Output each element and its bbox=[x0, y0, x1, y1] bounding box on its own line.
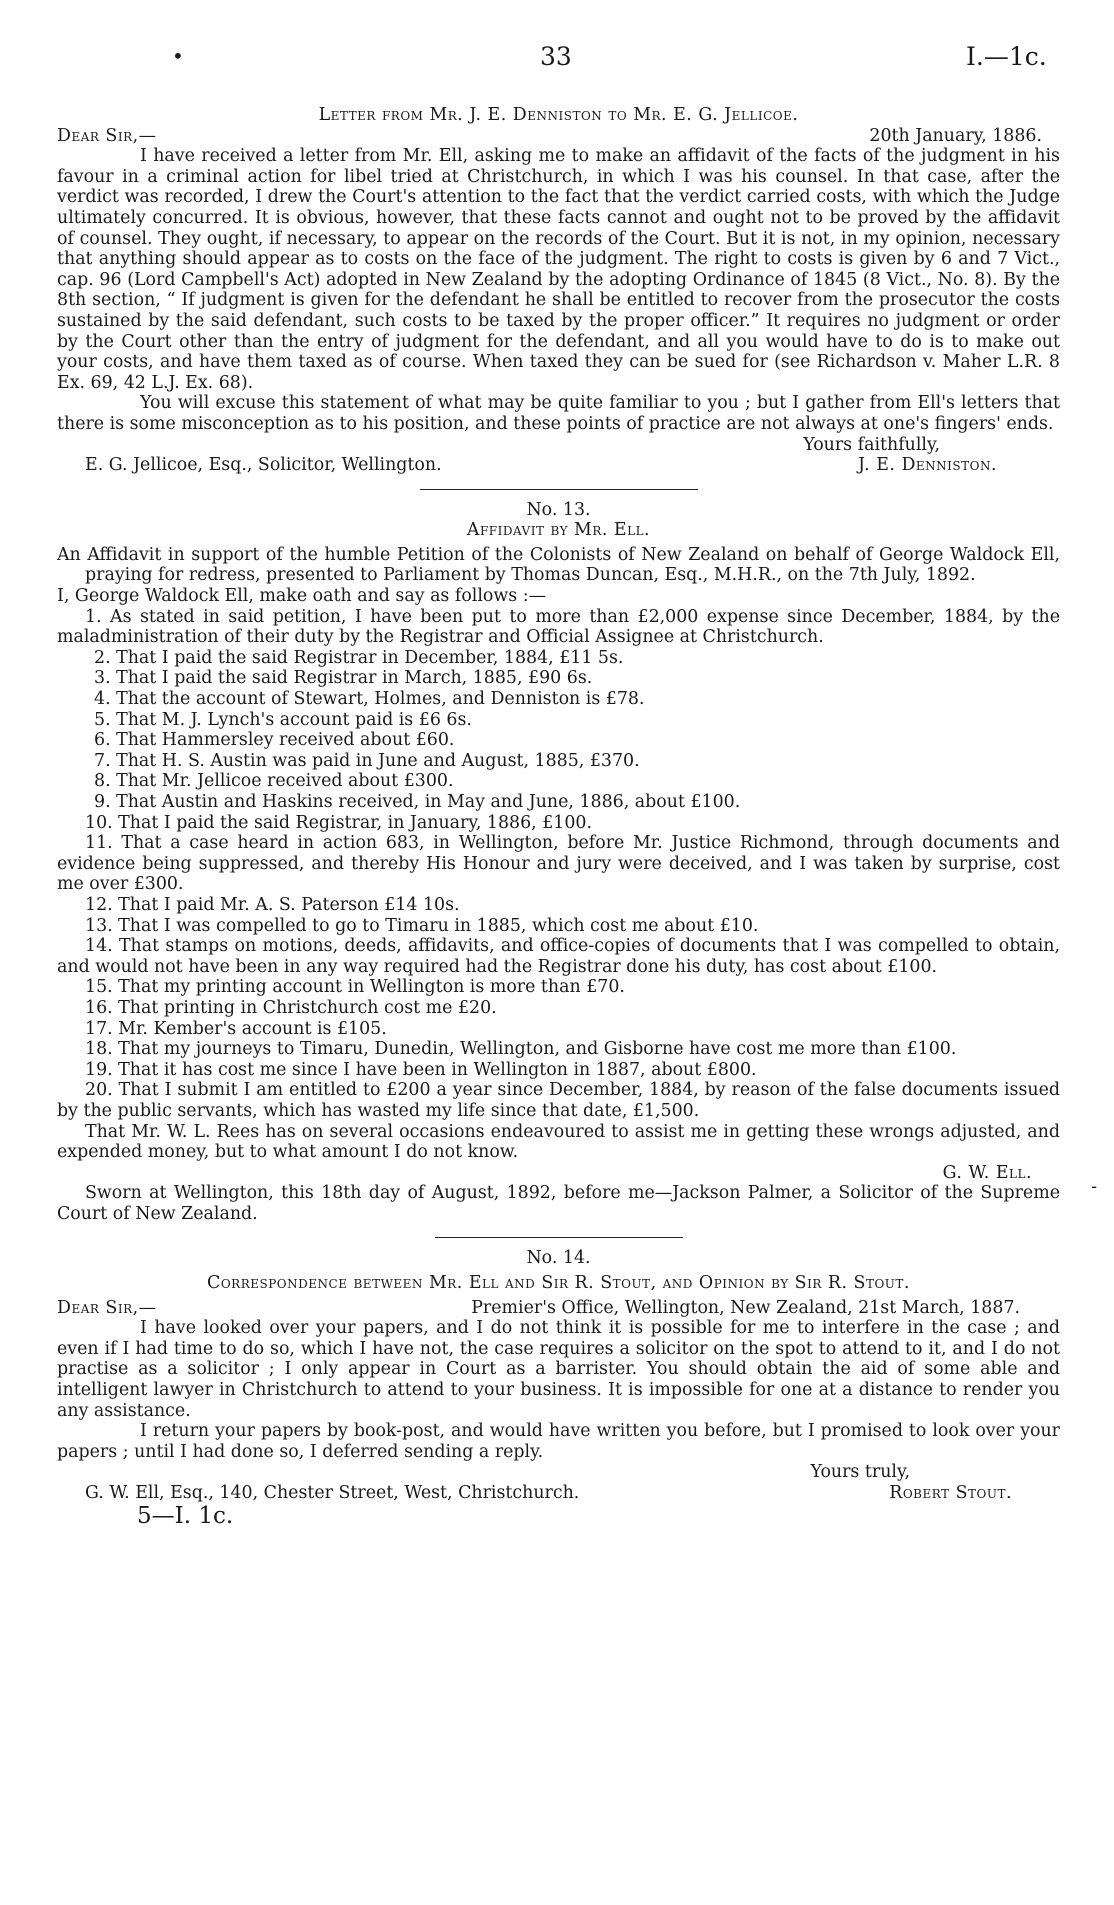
section14-salutation-row bbox=[57, 1298, 1060, 1319]
affidavit-item: 12. That I paid Mr. A. S. Paterson £14 10s. bbox=[85, 894, 460, 915]
affidavit-item: That Mr. W. L. Rees has on several occasions endeavoured to assist me in getting these wrongs adjusted, and expended money, but to what amount I do not know. bbox=[57, 1121, 1060, 1163]
header-dot: • bbox=[172, 44, 184, 68]
section14-signature: Robert Stout. bbox=[889, 1483, 1012, 1503]
section14-addressee: G. W. Ell, Esq., 140, Chester Street, West, Christchurch. bbox=[85, 1483, 580, 1503]
section14-closing: Yours truly, bbox=[810, 1462, 910, 1483]
section14-dateline: Premier's Office, Wellington, New Zealand, 21st March, 1887. bbox=[471, 1297, 1020, 1318]
affidavit-item: 9. That Austin and Haskins received, in May and June, 1886, about £100. bbox=[94, 792, 741, 812]
letter1-closing: Yours faithfully, bbox=[803, 434, 940, 455]
footer-signature-mark: 5—I. 1c. bbox=[137, 1502, 234, 1529]
letter1-paragraph: I have received a letter from Mr. Ell, asking me to make an affidavit of the facts of the judgment in his favour in a criminal action for libel tried at Christchurch, in which I was his counsel. In that case, after the verdict was recorded, I drew the Court's attention to the fact that the verdict carried costs, with which the Judge ultimately concurred. It is obvious, however, that these facts cannot and ought not to be proved by the affidavit of counsel. They ought, if necessary, to appear on the records of the Court. But it is not, in my opinion, necessary that anything should appear as to costs on the face of the judgment. The right to costs is given by 6 and 7 Vict., cap. 96 (Lord Campbell's Act) adopted in New Zealand by the adopting Ordinance of 1845 (8 Vict., No. 8). By the 8th section, “ If judgment is given for the defendant he shall be entitled to recover from the prosecutor the costs sustained by the said defendant, such costs to be taxed by the proper officer.” It requires no judgment or order by the Court other than the entry of judgment for the defendant, and all you would have to do is to make out your costs, and have them taxed as of course. When taxed they can be sued for (see Richardson v. Maher L.R. 8 Ex. 69, 42 L.J. Ex. 68). bbox=[57, 146, 1060, 393]
page-number: 33 bbox=[540, 42, 572, 71]
letter1-addressee: E. G. Jellicoe, Esq., Solicitor, Wellington. bbox=[85, 455, 442, 476]
letter1-salutation: Dear Sir,— bbox=[57, 125, 157, 146]
affidavit-item: 4. That the account of Stewart, Holmes, and Denniston is £78. bbox=[94, 689, 645, 710]
letter1-paragraph: You will excuse this statement of what may be quite familiar to you ; but I gather from Ell's letters that there is some misconception as to his position, and these points of practice are not always at one's fingers' ends. bbox=[57, 393, 1060, 434]
section13-intro: An Affidavit in support of the humble Petition of the Colonists of New Zealand on behalf of George Waldock Ell, praying for redress, presented to Parliament by Thomas Duncan, Esq., M.H.R., on the 7th July, 1892. bbox=[57, 544, 1060, 586]
affidavit-item: 3. That I paid the said Registrar in March, 1885, £90 6s. bbox=[94, 668, 593, 689]
affidavit-item: 2. That I paid the said Registrar in December, 1884, £11 5s. bbox=[94, 647, 624, 668]
letter1-salutation-row bbox=[57, 126, 1060, 147]
section13-title: Affidavit by Mr. Ell. bbox=[466, 520, 651, 541]
letter1-signature: J. E. Denniston. bbox=[858, 455, 997, 476]
letter1-title: Letter from Mr. J. E. Denniston to Mr. E. G. Jellicoe. bbox=[318, 105, 799, 125]
affidavit-item: 20. That I submit I am entitled to £200 a year since December, 1884, by reason of the false documents issued by the public servants, which has wasted my life since that date, £1,500. bbox=[57, 1080, 1060, 1121]
affidavit-item: 13. That I was compelled to go to Timaru in 1885, which cost me about £10. bbox=[85, 915, 759, 936]
section14-number: No. 14. bbox=[526, 1248, 591, 1269]
section14-salutation: Dear Sir,— bbox=[57, 1297, 157, 1318]
section14-title: Correspondence between Mr. Ell and Sir R. Stout, and Opinion by Sir R. Stout. bbox=[207, 1273, 910, 1294]
affidavit-item: 5. That M. J. Lynch's account paid is £6 6s. bbox=[94, 709, 472, 730]
affidavit-item: 17. Mr. Kember's account is £105. bbox=[85, 1018, 387, 1039]
margin-mark: - bbox=[1091, 1176, 1098, 1197]
affidavit-item: 7. That H. S. Austin was paid in June and August, 1885, £370. bbox=[94, 750, 640, 771]
section14-paragraph: I return your papers by book-post, and would have written you before, but I promised to look over your papers ; until I had done so, I deferred sending a reply. bbox=[57, 1421, 1060, 1462]
section14-paragraph: I have looked over your papers, and I do not think it is possible for me to interfere in the case ; and even if I had time to do so, which I have not, the case requires a solicitor on the spot to attend to it, and I do not practise as a solicitor ; I only appear in Court as a barrister. You should obtain the aid of some able and intelligent lawyer in Christchurch to attend to your business. It is impossible for one at a distance to render you any assistance. bbox=[57, 1318, 1060, 1421]
section13-signature: G. W. Ell. bbox=[942, 1162, 1032, 1183]
page-content bbox=[57, 105, 1060, 1529]
affidavit-item: 6. That Hammersley received about £60. bbox=[94, 730, 455, 751]
affidavit-item: 15. That my printing account in Wellington is more than £70. bbox=[85, 977, 625, 998]
section13-number: No. 13. bbox=[526, 499, 591, 520]
section-divider bbox=[420, 489, 698, 490]
letter1-sign-row bbox=[57, 455, 1060, 476]
affidavit-item: 19. That it has cost me since I have been in Wellington in 1887, about £800. bbox=[85, 1059, 757, 1080]
letter1-date: 20th January, 1886. bbox=[869, 125, 1042, 146]
affidavit-item: 16. That printing in Christchurch cost me £20. bbox=[85, 997, 497, 1018]
section-divider bbox=[435, 1237, 683, 1238]
affidavit-item: 1. As stated in said petition, I have been put to more than £2,000 expense since December, 1884, by the maladministration of their duty by the Registrar and Official Assignee at Christchurch. bbox=[57, 606, 1060, 648]
affidavit-item: 18. That my journeys to Timaru, Dunedin, Wellington, and Gisborne have cost me more than £100. bbox=[85, 1039, 957, 1060]
affidavit-item: 10. That I paid the said Registrar, in January, 1886, £100. bbox=[85, 812, 593, 833]
section14-sign-row bbox=[57, 1483, 1060, 1504]
section13-oath: I, George Waldock Ell, make oath and say as follows :— bbox=[57, 586, 546, 607]
section13-sworn: Sworn at Wellington, this 18th day of August, 1892, before me—Jackson Palmer, a Solicitor of the Supreme Court of New Zealand. bbox=[57, 1183, 1060, 1224]
affidavit-item: 11. That a case heard in action 683, in Wellington, before Mr. Justice Richmond, through documents and evidence being suppressed, and thereby His Honour and jury were deceived, and I was taken by surprise, cost me over £300. bbox=[57, 833, 1060, 895]
document-reference: I.—1c. bbox=[966, 42, 1047, 71]
affidavit-item: 14. That stamps on motions, deeds, affidavits, and office-copies of documents that I was compelled to obtain, and would not have been in any way required had the Registrar done his duty, has cost about £100. bbox=[57, 936, 1060, 977]
affidavit-item: 8. That Mr. Jellicoe received about £300. bbox=[94, 771, 454, 792]
